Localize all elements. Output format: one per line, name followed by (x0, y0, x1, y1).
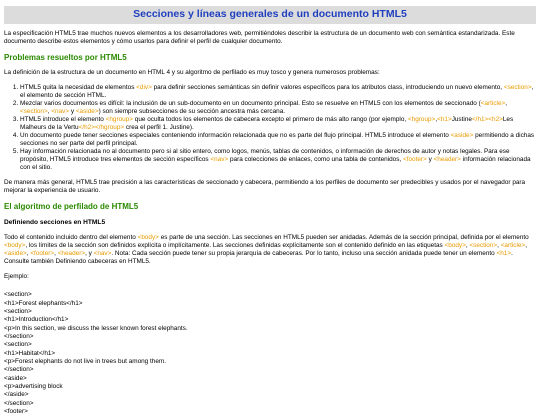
inline-tag: <aside> (4, 250, 27, 258)
code-line: <aside> (4, 374, 27, 382)
problems-lead: La definición de la estructura de un documento en HTML 4 y su algoritmo de perfilado es muy tosco y genera numerosos problemas: (4, 69, 380, 77)
inline-tag: <header> (433, 156, 461, 164)
problem-item: 5. Hay información relacionada no al documento pero si al sitio entero, como logos, menús, tablas de contenidos, o información de derechos de autor y notas legales. Para ese propósito, HTML5 introduce tres elementos de sección específicos <nav> para colecciones de enlaces, como una tabla de contenidos, <footer> y <header> información relacionada con el sitio. (20, 148, 536, 172)
inline-tag: <header> (57, 250, 86, 258)
section-heading-algorithm: El algoritmo de perfilado de HTML5 (4, 202, 139, 212)
inline-tag: </h2> (78, 124, 95, 132)
inline-tag: <h2> (488, 116, 503, 124)
inline-tag: <footer> (30, 250, 55, 258)
inline-tag: <section> (20, 108, 48, 116)
code-line: <p>Forest elephants do not live in trees but among them. (4, 357, 166, 365)
code-line: </aside> (4, 391, 29, 399)
code-line: <h1>Introduction</h1> (4, 316, 69, 324)
inline-tag: <h1> (437, 116, 452, 124)
code-line: <p>advertising block (4, 382, 63, 390)
inline-tag: <hgroup> (407, 116, 436, 124)
inline-tag: <nav> (51, 108, 70, 116)
code-line: <h1>Habitat</h1> (4, 349, 56, 357)
inline-tag: <article> (480, 100, 506, 108)
inline-tag: <nav> (93, 250, 112, 258)
page-title: Secciones y líneas generales de un documento HTML5 (133, 8, 407, 20)
problems-closing: De manera más general, HTML5 trae precisión a las características de seccionado y cabecera, permitiendo a los perfiles de documento ser predecibles y usados por el navegador para mejorar la experiencia de usuario. (4, 179, 526, 195)
code-line: </section> (4, 333, 34, 340)
code-line: <h1>Forest elephants</h1> (4, 299, 83, 307)
title-bar (4, 6, 536, 24)
code-line: </section> (4, 366, 34, 374)
problems-list (4, 84, 536, 172)
problem-item: 2. Mezclar varios documentos es difícil: la inclusión de un sub-documento en un documento principal. Esto se resuelve en HTML5 con los elementos de seccionado (<article>, <section>, <nav> y <aside>) son siempre subsecciones de su sección ancestra más cercana. (20, 100, 536, 116)
inline-tag: <body> (444, 242, 466, 250)
subheading-defining-sections: Definiendo secciones en HTML5 (4, 219, 106, 227)
inline-tag: <body> (137, 234, 159, 242)
code-line: <section> (4, 291, 32, 299)
intro-paragraph: La especificación HTML5 trae muchos nuevos elementos a los desarrolladores web, permitiéndoles describir la estructura de un documento web con semántica estandarizada. Este documento describe estos elementos y cómo usarlos para definir el perfil de cualquier documento. (4, 30, 515, 46)
inline-tag: <aside> (450, 132, 474, 140)
inline-tag: <body> (4, 242, 26, 250)
inline-tag: <section> (503, 84, 532, 92)
problem-item: 4. Un documento puede tener secciones especiales conteniendo información relacionada que no es parte del flujo principal. HTML5 introduce el elemento <aside> permitiendo a dichas secciones no ser parte del perfil principal. (20, 132, 536, 148)
inline-tag: <h1> (496, 250, 512, 258)
inline-tag: <article> (500, 242, 526, 250)
inline-tag: <aside> (75, 108, 99, 116)
inline-tag: <div> (136, 84, 152, 92)
code-line: <p>In this section, we discuss the lesser known forest elephants. (4, 324, 188, 332)
section-heading-problems: Problemas resueltos por HTML5 (4, 53, 127, 63)
code-line: </section> (4, 399, 34, 407)
code-line: <section> (4, 341, 32, 349)
inline-tag: <nav> (210, 156, 229, 164)
problem-item: 3. HTML5 introduce el elemento <hgroup> que oculta todos los elementos de cabecera excepto el primero de más alto rango (por ejemplo, <hgroup>,<h1>Justine</h1><h2>Les Malheurs de la Vertu</h2></hgroup> crea el perfil 1. Justine). (20, 116, 536, 132)
example-label: Ejemplo: (4, 273, 29, 281)
inline-tag: </hgroup> (94, 124, 125, 132)
code-line: <section> (4, 308, 32, 316)
inline-tag: <section> (469, 242, 498, 250)
inline-tag: <hgroup> (105, 116, 133, 124)
code-line: <footer> (4, 407, 28, 415)
inline-tag: <footer> (402, 156, 427, 164)
code-example (4, 291, 536, 416)
inline-tag: </h1> (471, 116, 489, 124)
defining-sections-paragraph: Todo el contenido incluido dentro del elemento <body> es parte de una sección. Las secciones en HTML5 pueden ser anidadas. Además de la sección principal, definida por el elemento <body>, los límites de la sección son definidos explícita o implícitamente. Las secciones definidas explícitamente son el contenido definido en las etiquetas <body>, <section>, <article>, <aside>, <footer>, <header>, y <nav>. Nota: Cada sección puede tener su propia jerarquía de cabeceras. Por lo tanto, incluso una sección anidada puede tener un elemento <h1>. Consulte también Definiendo cabeceras en HTML5. (4, 234, 529, 266)
problem-item: 1. HTML5 quita la necesidad de elementos <div> para definir secciones semánticas sin definir valores específicos para los atributos class, introduciendo un nuevo elemento, <section>, el elemento de sección HTML. (20, 84, 536, 100)
